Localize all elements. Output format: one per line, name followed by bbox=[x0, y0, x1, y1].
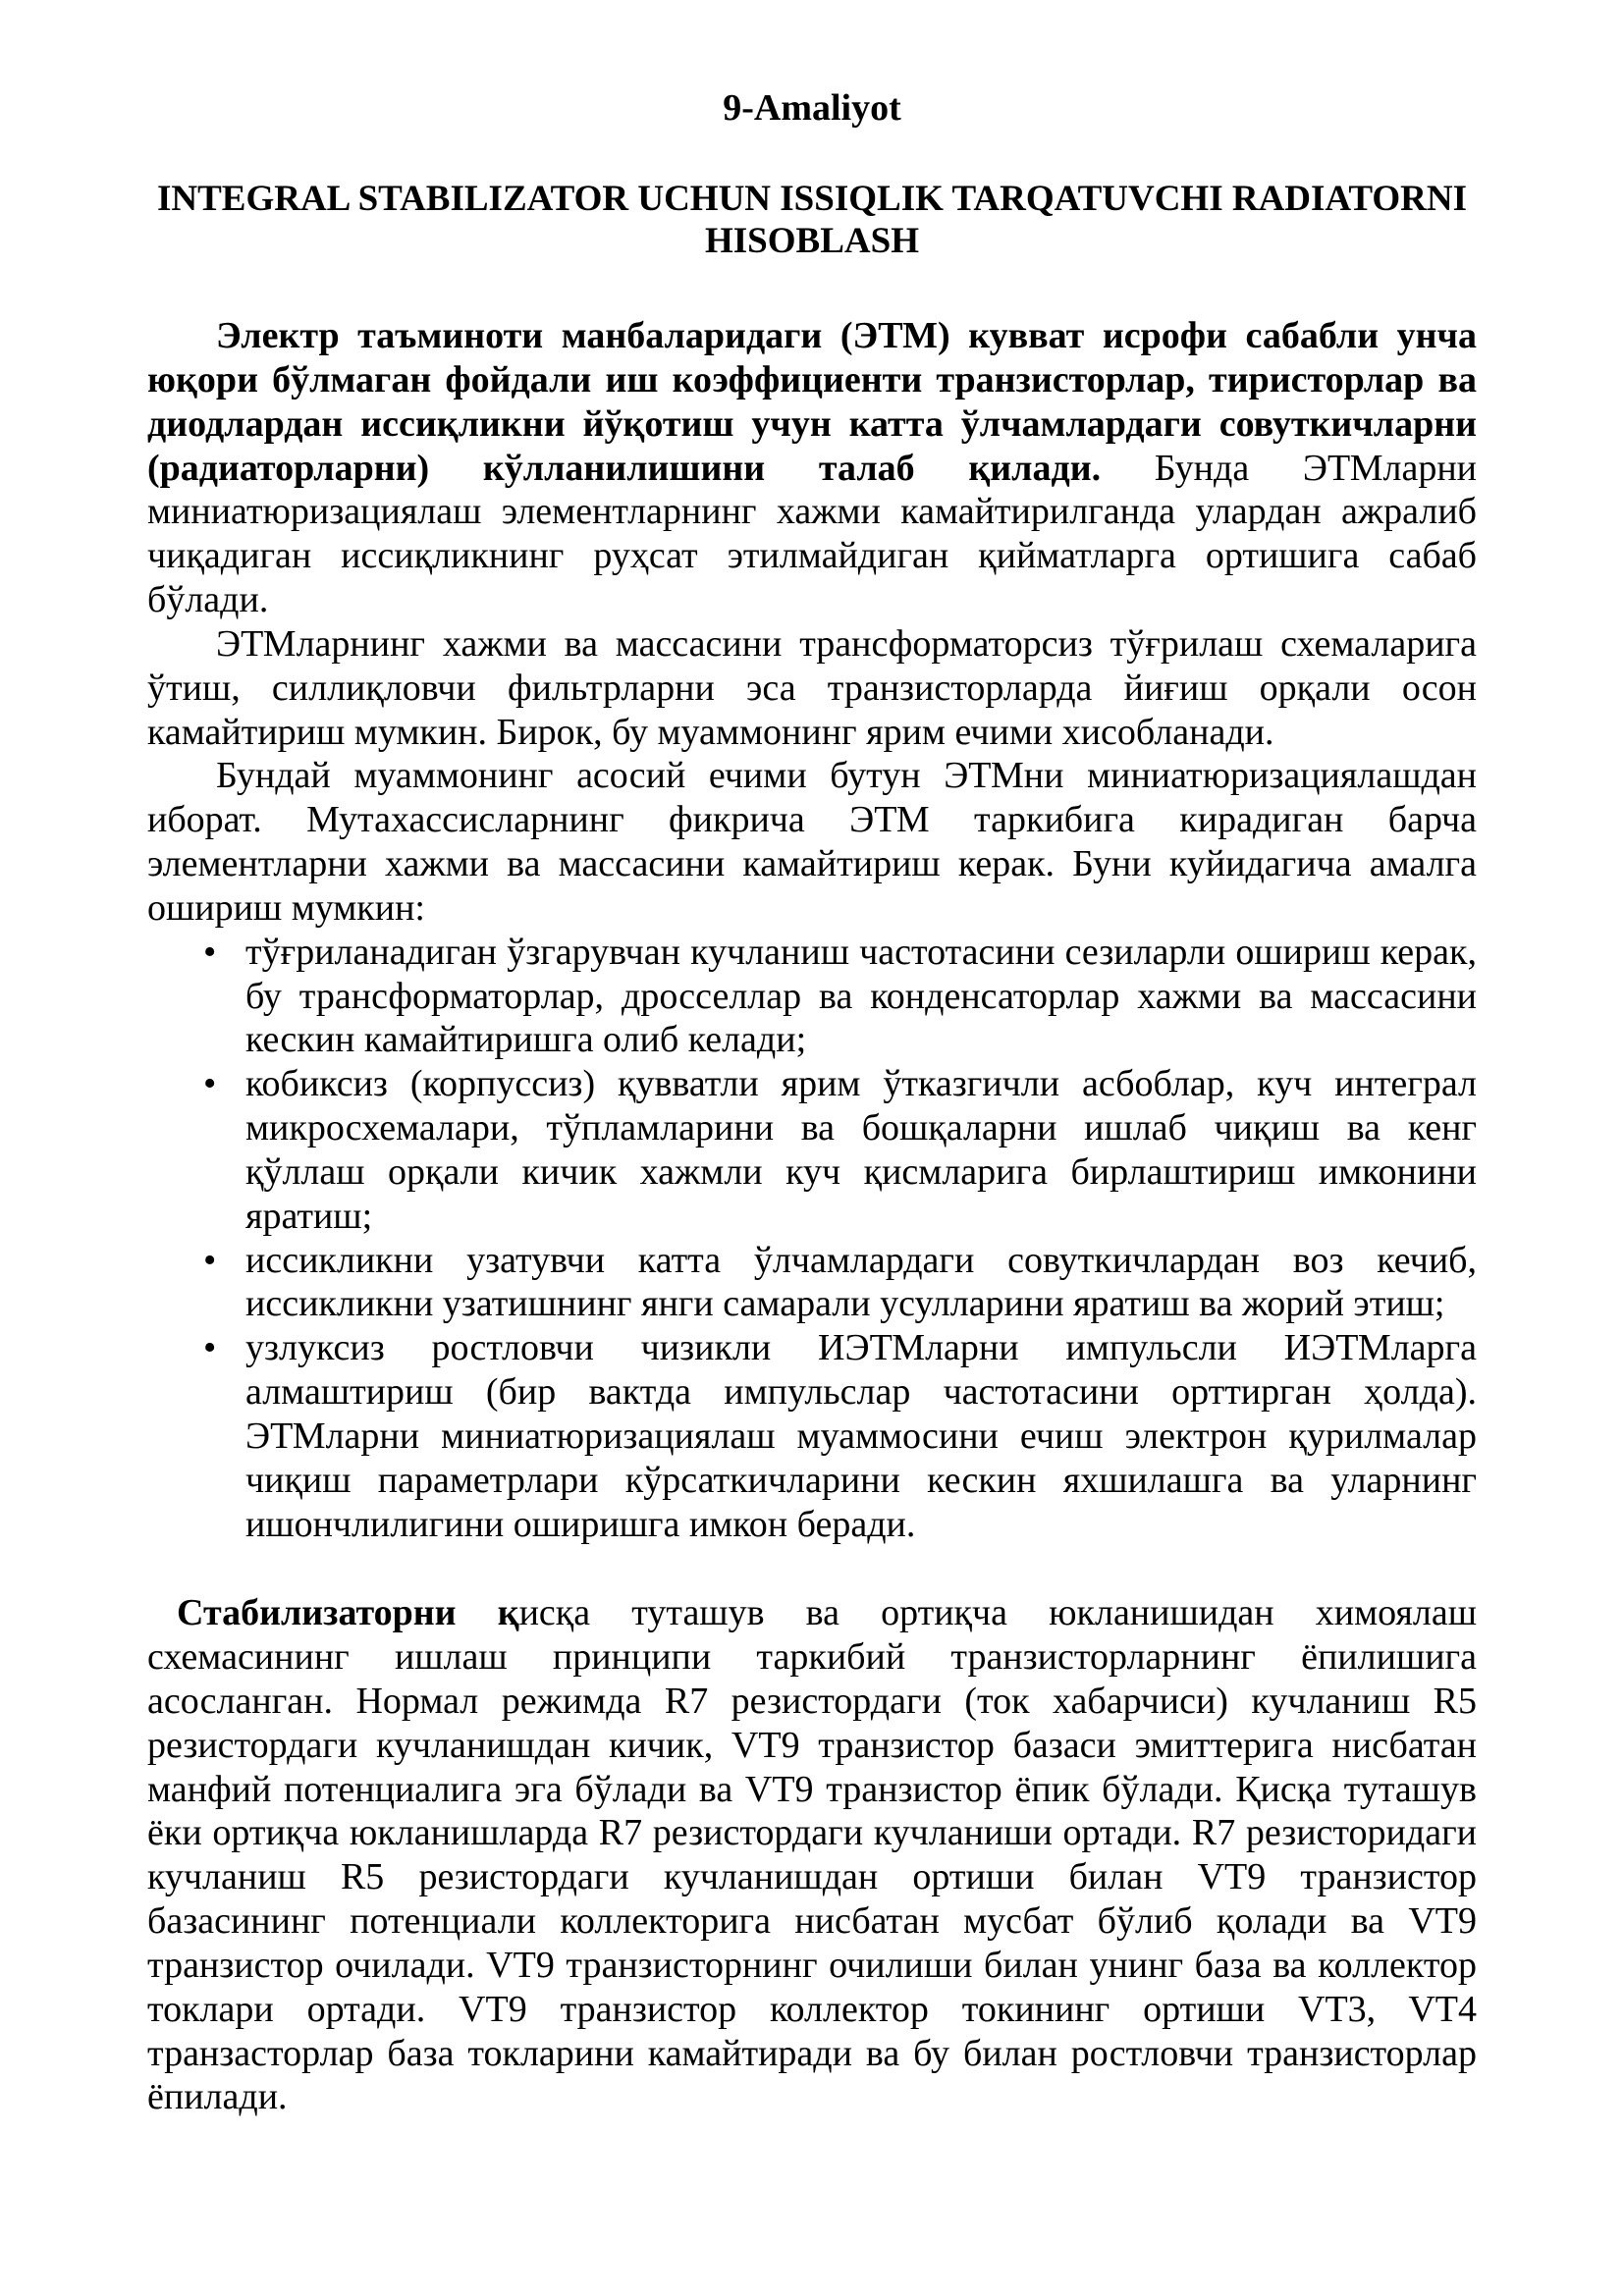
bullet-icon: • bbox=[203, 1327, 217, 1369]
paragraph-main-solution: Бундай муаммонинг асосий ечими бутун ЭТМни миниатюризациялашдан иборат. Мутахассисларнинг фикрича ЭТМ таркибига кирадиган барча элементларни хажми ва массасини камайтириш керак. Буни куйидагича амалга ошириш мумкин: bbox=[147, 755, 1477, 929]
list-item bbox=[147, 931, 1477, 1062]
bullet-text: кобиксиз (корпуссиз) қувватли ярим ўтказгичли асбоблар, куч интеграл микросхемалари, тўпламларини ва бошқаларни ишлаб чиқиш ва кенг қўллаш орқали кичик хажмли куч қисмларига бирлаштириш имконини яратиш; bbox=[245, 1063, 1477, 1237]
document-heading bbox=[147, 178, 1477, 263]
bullet-text: иссикликни узатувчи катта ўлчамлардаги совуткичлардан воз кечиб, иссикликни узатишнинг янги самарали усулларини яратиш ва жорий этиш; bbox=[245, 1239, 1477, 1325]
paragraph-intro-rest-text: Бунда ЭТМларни миниатюризациялаш элементларнинг хажми камайтирилганда улардан ажралиб чиқадиган иссиқликнинг руҳсат этилмайдиган қийматларга ортишига сабаб бўлади. bbox=[147, 447, 1477, 621]
page-title: 9-Amaliyot bbox=[723, 87, 901, 129]
paragraph-intro-bold-text: Электр таъминоти манбаларидаги (ЭТМ) кувват исрофи сабабли унча юқори бўлмаган фойдали иш коэффициенти транзисторлар, тиристорлар ва диодлардан иссиқликни йўқотиш учун катта ўлчамлардаги совуткичларни (радиаторларни) кўлланилишини талаб қилади. bbox=[147, 315, 1477, 489]
paragraph-stabilizer-rest-text: исқа туташув ва ортиқча юкланишидан химоялаш схемасининг ишлаш принципи таркибий транзисторларнинг ёпилишига асосланган. Нормал режимда R7 резистордаги (ток хабарчиси) кучланиш R5 резистордаги кучланишдан кичик, VT9 транзистор базаси эмиттерига нисбатан манфий потенциалига эга бўлади ва VT9 транзистор ёпик бўлади. Қисқа туташув ёки ортиқча юкланишларда R7 резистордаги кучланиши ортади. R7 резисторидаги кучланиш R5 резистордаги кучланишдан ортиши билан VT9 транзистор базасининг потенциали коллекторига нисбатан мусбат бўлиб қолади ва VT9 транзистор очилади. VT9 транзисторнинг очилиши билан унинг база ва коллектор токлари ортади. VT9 транзистор коллектор токининг ортиши VT3, VT4 транзасторлар база токларини камайтиради ва бу билан ростловчи транзисторлар ёпилади. bbox=[147, 1592, 1477, 2118]
bullet-list bbox=[147, 931, 1477, 1547]
heading-line-2: HISOBLASH bbox=[705, 221, 919, 262]
heading-line-1: INTEGRAL STABILIZATOR UCHUN ISSIQLIK TARQATUVCHI RADIATORNI bbox=[156, 178, 1468, 219]
bullet-text: тўғриланадиган ўзгарувчан кучланиш частотасини сезиларли ошириш керак, бу трансформаторлар, дросселлар ва конденсаторлар хажми ва массасини кескин камайтиришга олиб келади; bbox=[245, 931, 1477, 1061]
bullet-icon: • bbox=[203, 1239, 217, 1281]
paragraph-stabilizer-bold-text: Стабилизаторни қ bbox=[177, 1592, 519, 1634]
list-item bbox=[147, 1062, 1477, 1238]
list-item bbox=[147, 1326, 1477, 1546]
bullet-icon: • bbox=[203, 1063, 217, 1105]
paragraph-transformerless: ЭТМларнинг хажми ва массасини трансформаторсиз тўғрилаш схемаларига ўтиш, силлиқловчи фильтрларни эса транзисторларда йиғиш орқали осон камайтириш мумкин. Бирок, бу муаммонинг ярим ечими хисобланади. bbox=[147, 622, 1477, 753]
paragraph-intro bbox=[147, 314, 1477, 622]
bullet-text: узлуксиз ростловчи чизикли ИЭТМларни импульсли ИЭТМларга алмаштириш (бир вактда импульслар частотасини орттирган ҳолда). ЭТМларни миниатюризациялаш муаммосини ечиш электрон қурилмалар чиқиш параметрлари кўрсаткичларини кескин яхшилашга ва уларнинг ишончлилигини оширишга имкон беради. bbox=[245, 1327, 1477, 1545]
paragraph-stabilizer bbox=[147, 1591, 1477, 2119]
list-item bbox=[147, 1239, 1477, 1327]
bullet-icon: • bbox=[203, 931, 217, 973]
